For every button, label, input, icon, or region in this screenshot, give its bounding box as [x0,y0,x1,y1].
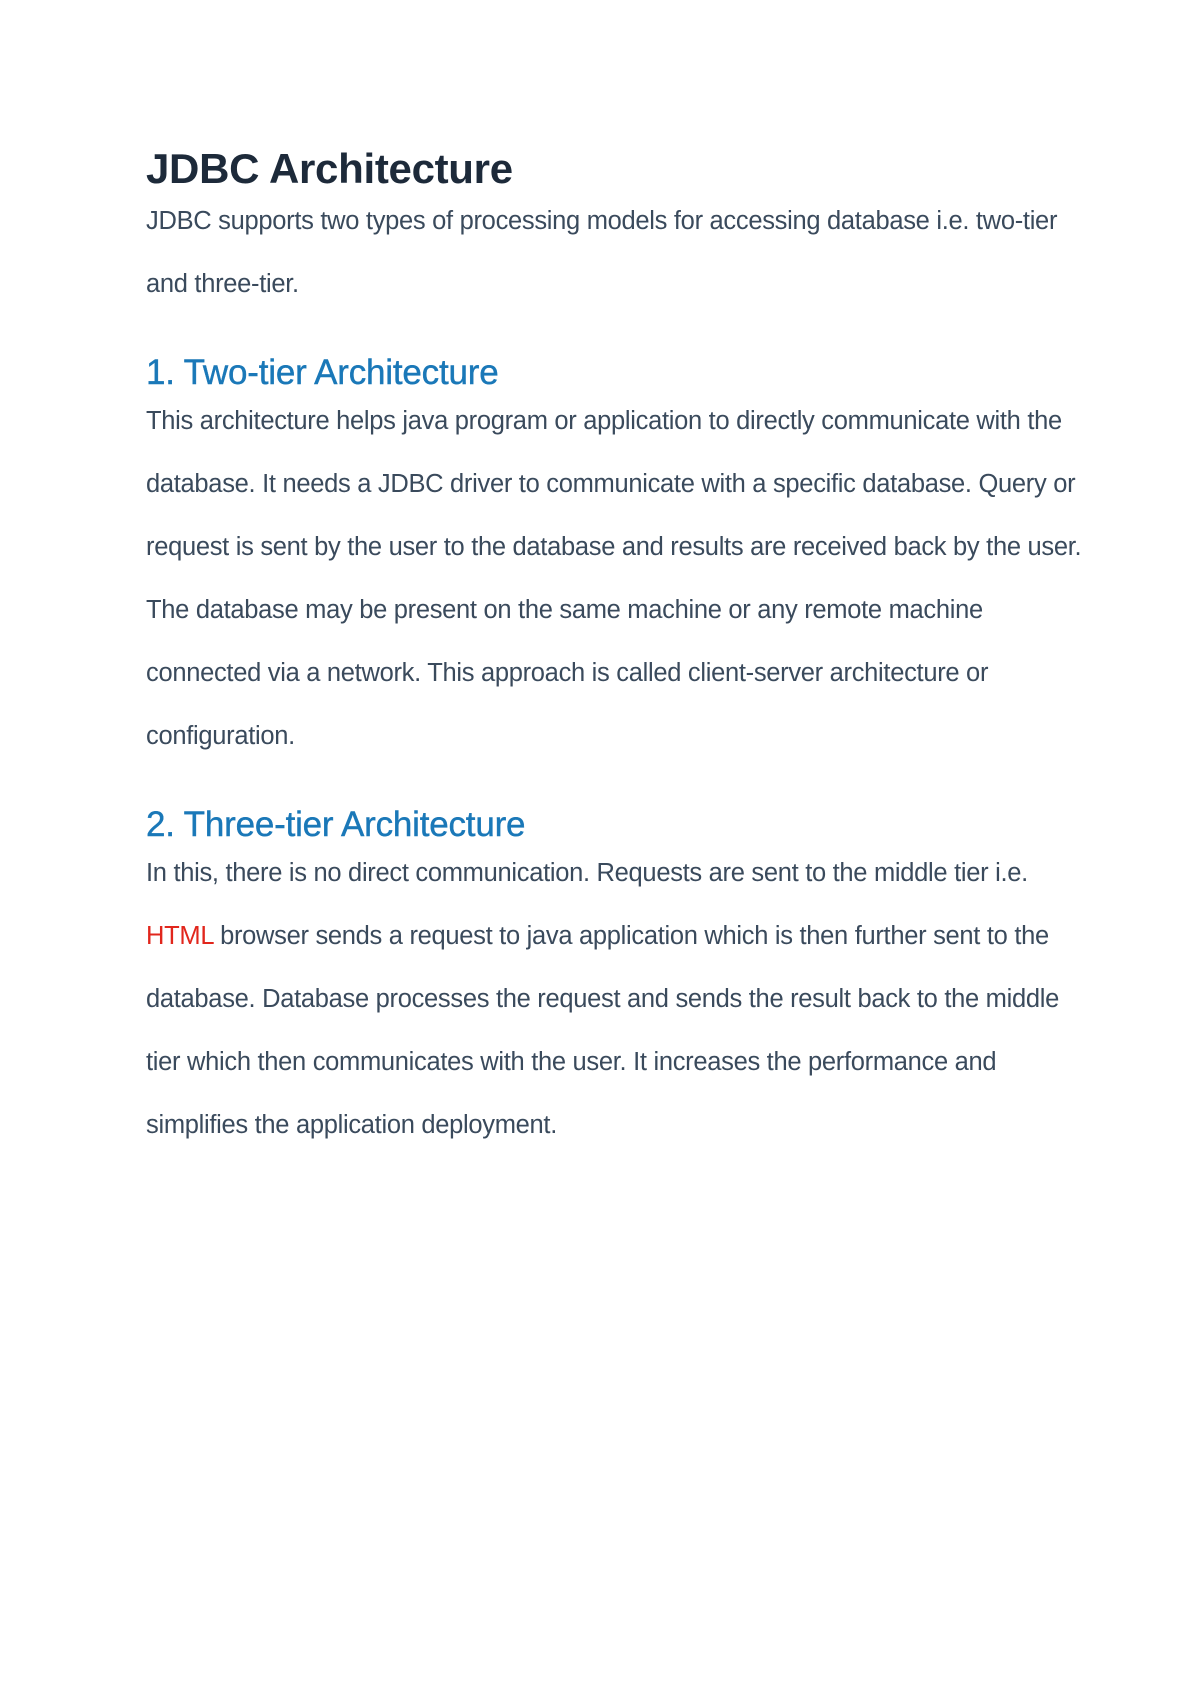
document-page [146,140,1086,1157]
section-body-three-tier [146,842,1086,1157]
section-heading-three-tier: 2. Three-tier Architecture [146,805,526,844]
section-body-three-tier-part1: In this, there is no direct communication. Requests are sent to the middle tier i.e. [146,859,1028,887]
html-link[interactable]: HTML [146,922,214,950]
section-heading-two-tier: 1. Two-tier Architecture [146,353,499,392]
section-body-three-tier-part2: browser sends a request to java application which is then further sent to the database. Database processes the request and sends the result back to the middle tier which then communicates with the user. It increases the performance and simplifies the application deployment. [146,922,1060,1139]
page-title: JDBC Architecture [146,145,513,192]
intro-paragraph: JDBC supports two types of processing models for accessing database i.e. two-tier and three-tier. [146,207,1058,298]
section-body-two-tier: This architecture helps java program or application to directly communicate with the database. It needs a JDBC driver to communicate with a specific database. Query or request is sent by the user to the database and results are received back by the user. The database may be present on the same machine or any remote machine connected via a network. This approach is called client-server architecture or configuration. [146,407,1082,750]
